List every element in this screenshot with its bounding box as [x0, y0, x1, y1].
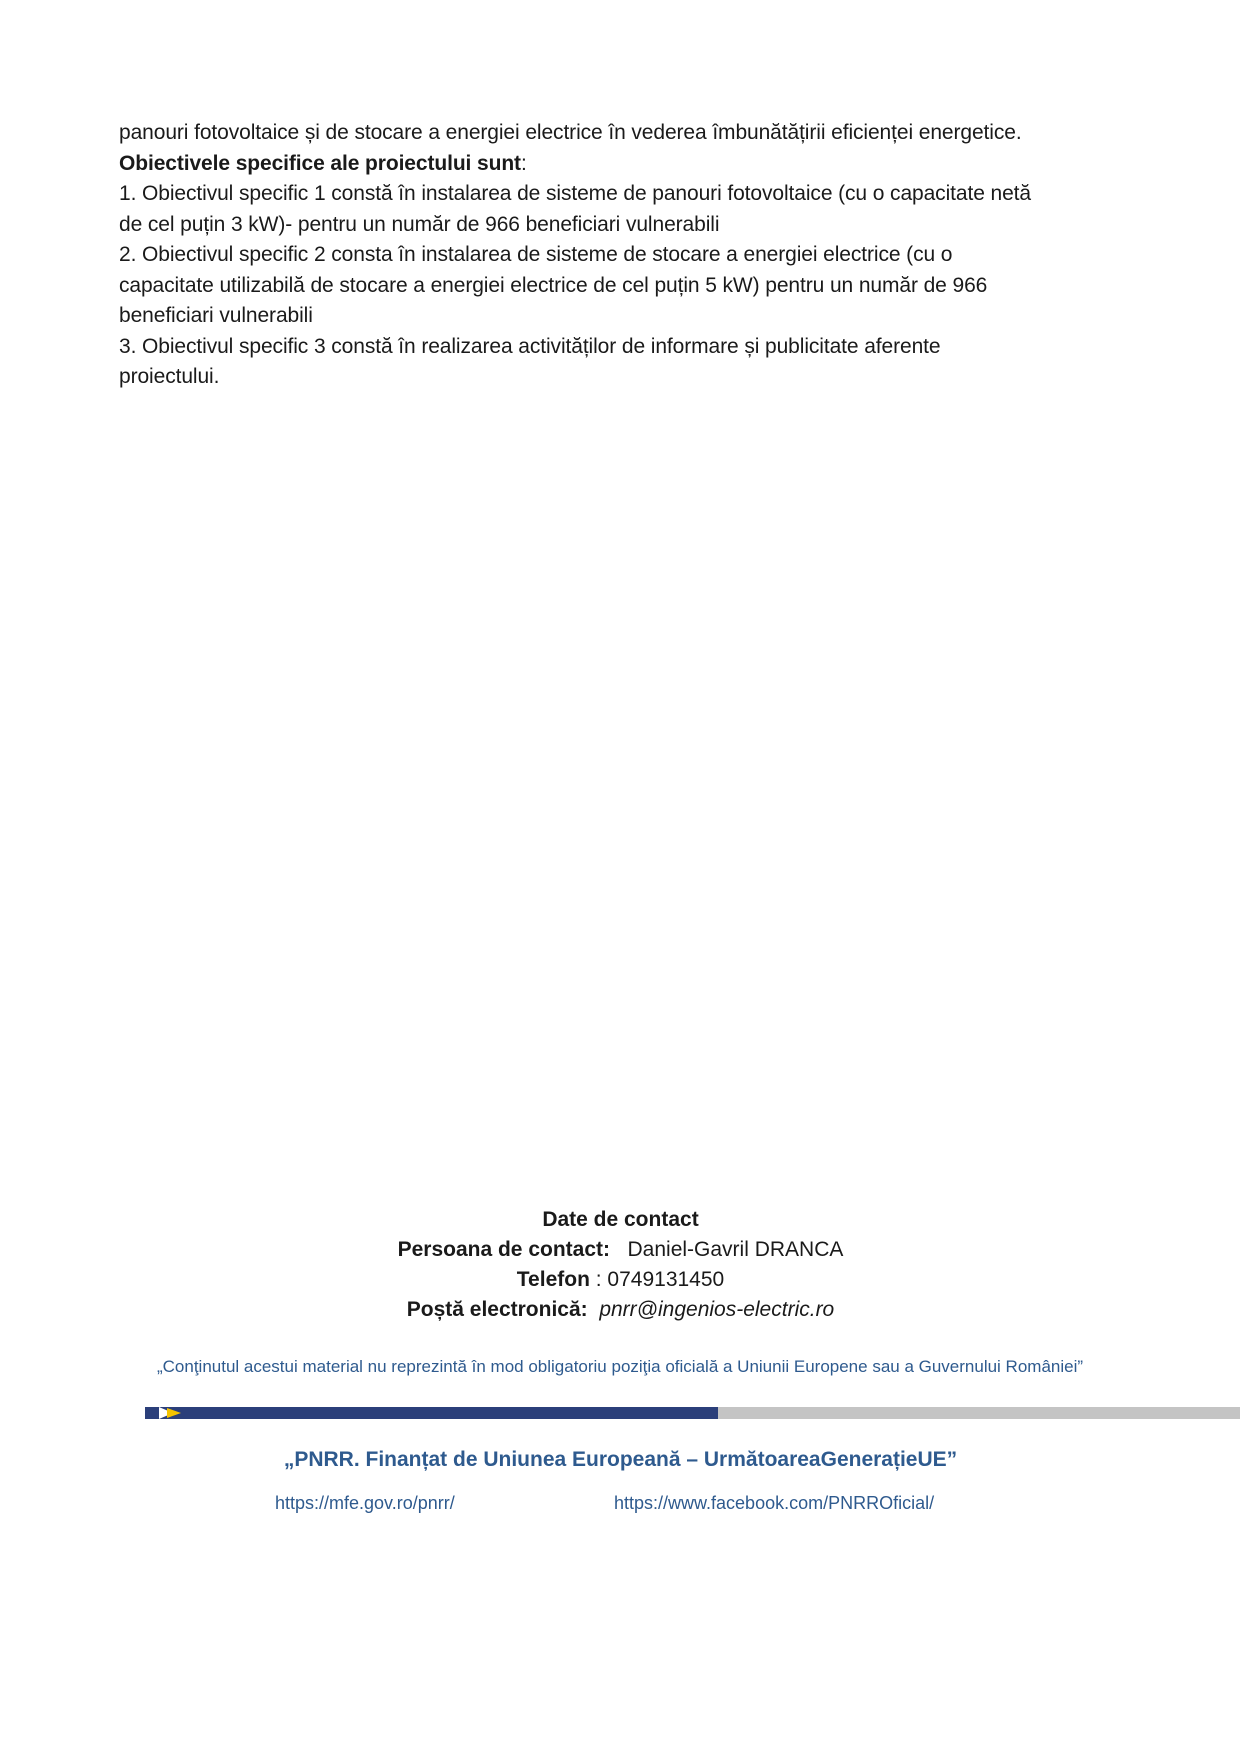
footer-divider-bar [145, 1405, 1095, 1419]
link-facebook-pnrr[interactable]: https://www.facebook.com/PNRROficial/ [614, 1493, 935, 1513]
contact-phone-line [0, 1265, 1241, 1295]
contact-person-label: Persoana de contact: [397, 1238, 610, 1261]
objectives-colon: : [520, 151, 527, 175]
divider-grey-segment [718, 1407, 1240, 1419]
objective-3-line-2: proiectului. [119, 365, 220, 388]
objective-2-line-1: 2. Obiectivul specific 2 consta în instalarea de sisteme de stocare a energiei electrice (cu o [119, 243, 953, 266]
disclaimer-text: „Conţinutul acestui material nu reprezintă în mod obligatoriu poziţia oficială a Uniunii Europene sau a Guvernului României” [156, 1357, 1084, 1376]
contact-email-value[interactable]: pnrr@ingenios-electric.ro [599, 1298, 835, 1321]
objective-1-line-1: 1. Obiectivul specific 1 constă în instalarea de sisteme de panouri fotovoltaice (cu o capacitate netă [119, 182, 1031, 205]
link-mfe-pnrr[interactable]: https://mfe.gov.ro/pnrr/ [275, 1493, 455, 1513]
contact-block [0, 1205, 1241, 1325]
objective-2-line-2: capacitate utilizabilă de stocare a energiei electrice de cel puțin 5 kW) pentru un număr de 966 [119, 273, 988, 297]
contact-person-line [0, 1235, 1241, 1265]
objectives-heading-line [119, 149, 1129, 180]
slogan: „PNRR. Finanțat de Uniunea Europeană – UrmătoareaGenerațieUE” [283, 1448, 958, 1471]
objectives-heading: Obiectivele specifice ale proiectului sunt [119, 151, 521, 175]
divider-blue-segment [165, 1407, 718, 1419]
body-line: panouri fotovoltaice și de stocare a energiei electrice în vederea îmbunătățirii eficienței energetice. [119, 121, 1022, 144]
objective-1-line-2: de cel puțin 3 kW)- pentru un număr de 966 beneficiari vulnerabili [119, 212, 720, 236]
contact-email-line [0, 1295, 1241, 1325]
contact-email-label: Poștă electronică: [406, 1298, 588, 1321]
contact-phone-value: : 0749131450 [595, 1268, 725, 1291]
body-text [119, 118, 1129, 393]
contact-phone-label: Telefon [516, 1268, 590, 1291]
objective-3-line-1: 3. Obiectivul specific 3 constă în realizarea activităților de informare și publicitate aferente [119, 334, 941, 358]
eu-flag-arrow-icon [145, 1405, 189, 1421]
contact-heading: Date de contact [542, 1208, 699, 1231]
contact-person-value: Daniel-Gavril DRANCA [627, 1238, 844, 1261]
objective-2-line-3: beneficiari vulnerabili [119, 304, 313, 327]
